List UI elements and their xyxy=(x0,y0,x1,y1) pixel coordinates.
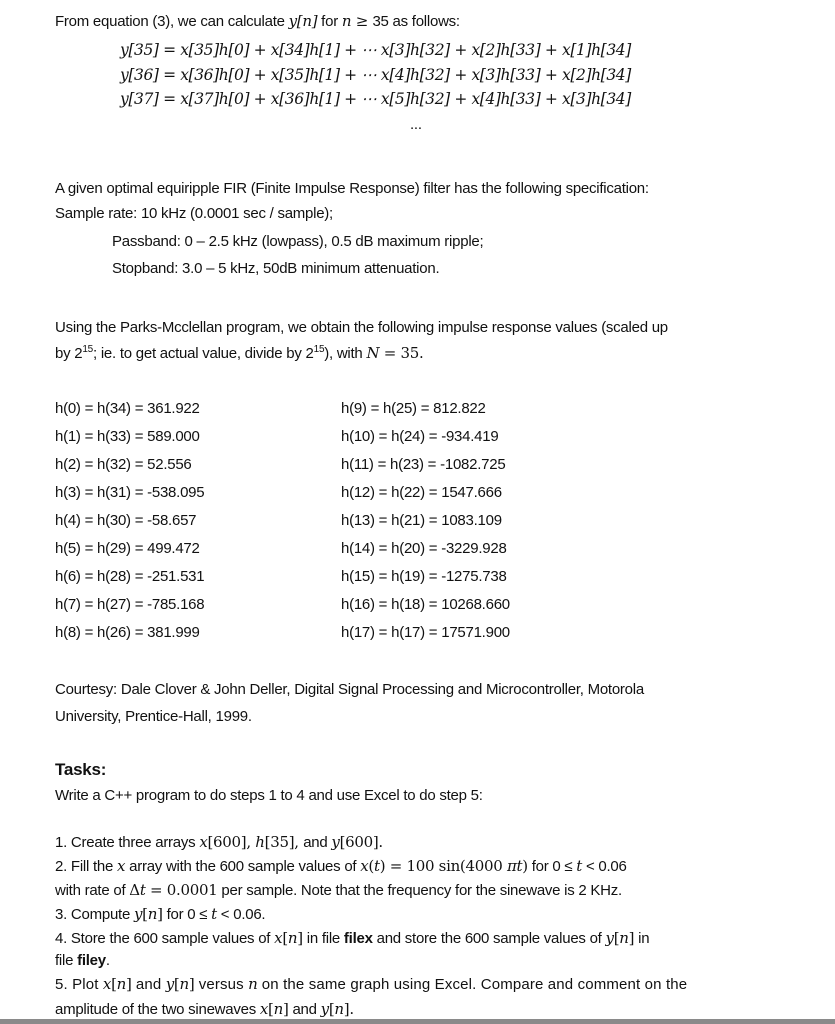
task-text: < 0.06 xyxy=(582,858,627,875)
coefficient-row: h(12) = h(22) = 1547.666 xyxy=(341,484,502,501)
coefficient-row: h(8) = h(26) = 381.999 xyxy=(55,624,200,641)
task-math: y xyxy=(165,975,174,993)
parks-line2 xyxy=(55,344,423,362)
task-math: x xyxy=(259,1000,269,1018)
task-math: y xyxy=(331,833,340,851)
task-math: [600]. xyxy=(339,833,383,851)
task-math: h xyxy=(255,833,265,851)
equation-y36: y[36] = x[36]h[0] + x[35]h[1] + ⋯ x[4]h[32] + x[3]h[33] + x[2]h[34] xyxy=(120,66,631,84)
parks-text: by 2 xyxy=(55,345,83,362)
task-text: on the same graph using Excel. Compare and comment on the xyxy=(257,976,688,993)
coefficient-row: h(10) = h(24) = -934.419 xyxy=(341,428,499,445)
equation-y35: y[35] = x[35]h[0] + x[34]h[1] + ⋯ x[3]h[32] + x[2]h[33] + x[1]h[34] xyxy=(120,41,631,59)
coefficient-row: h(2) = h(32) = 52.556 xyxy=(55,456,192,473)
task-text: < 0.06. xyxy=(216,906,266,923)
parks-text: = 35. xyxy=(379,344,424,362)
task-math: t xyxy=(576,857,583,875)
task-text: and xyxy=(303,834,332,851)
equation-ellipsis: ... xyxy=(410,116,422,133)
task-math: ] xyxy=(282,1000,289,1018)
task-text: array with the 600 sample values of xyxy=(125,858,361,875)
task-math: ] xyxy=(157,905,163,923)
task-math: n xyxy=(248,975,258,993)
courtesy-line1: Courtesy: Dale Clover & John Deller, Digital Signal Processing and Microcontroller, Motorola xyxy=(55,681,644,698)
task-text: amplitude of the two sinewaves xyxy=(55,1001,260,1018)
task-math: ] xyxy=(628,929,635,947)
parks-exponent: 15 xyxy=(82,344,93,355)
task-text: 3. Compute xyxy=(55,906,134,923)
task-text: 4. Store the 600 sample values of xyxy=(55,930,275,947)
parks-text: ), with xyxy=(324,345,367,362)
task-math: [ xyxy=(268,1000,274,1018)
intro-line xyxy=(55,12,460,30)
task-math: y xyxy=(133,905,143,923)
task-text: . xyxy=(105,952,110,969)
task-text: versus xyxy=(194,976,249,993)
courtesy-line2: University, Prentice-Hall, 1999. xyxy=(55,708,252,725)
task-math: n xyxy=(179,975,189,993)
task-math: [ xyxy=(328,1000,335,1018)
parks-line1: Using the Parks-Mcclellan program, we obtain the following impulse response values (scaled up xyxy=(55,319,668,336)
task-math: x xyxy=(360,857,369,875)
task-text: for 0 ≤ xyxy=(162,906,212,923)
task-text: in xyxy=(634,930,650,947)
task-math: n xyxy=(147,905,158,923)
spec-sample-rate: Sample rate: 10 kHz (0.0001 sec / sample); xyxy=(55,205,333,222)
task-math: ]. xyxy=(343,1000,354,1018)
intro-math: y[n] xyxy=(288,12,318,30)
coefficient-row: h(9) = h(25) = 812.822 xyxy=(341,400,486,417)
task-math: n xyxy=(273,1000,283,1018)
coefficient-row: h(11) = h(23) = -1082.725 xyxy=(341,456,506,473)
task-item xyxy=(55,881,622,899)
task-text: 5. Plot xyxy=(55,976,103,993)
task-math: ) xyxy=(522,857,528,875)
coefficient-row: h(6) = h(28) = -251.531 xyxy=(55,568,205,585)
task-item xyxy=(55,975,687,993)
spec-stopband: Stopband: 3.0 – 5 kHz, 50dB minimum attenuation. xyxy=(112,260,440,277)
intro-math: n ≥ xyxy=(341,12,373,30)
page-bottom-edge xyxy=(0,1019,835,1024)
task-item xyxy=(55,857,627,875)
task-text: 1. Create three arrays xyxy=(55,834,200,851)
task-math: n xyxy=(287,929,298,947)
task-math: ( xyxy=(368,857,374,875)
tasks-heading: Tasks: xyxy=(55,760,107,779)
task-math: [600], xyxy=(207,833,256,851)
intro-text: From equation (3), we can calculate xyxy=(55,13,289,30)
task-text: and xyxy=(288,1001,321,1018)
coefficient-row: h(16) = h(18) = 10268.660 xyxy=(341,596,510,613)
task-math: [ xyxy=(173,975,180,993)
task-math: [ xyxy=(142,905,148,923)
spec-line: A given optimal equiripple FIR (Finite Impulse Response) filter has the following specification: xyxy=(55,180,649,197)
task-math: ) = 100 sin(4000 xyxy=(379,857,507,875)
parks-text: ; ie. to get actual value, divide by 2 xyxy=(92,345,314,362)
coefficient-row: h(3) = h(31) = -538.095 xyxy=(55,484,205,501)
intro-text: for xyxy=(317,13,342,30)
task-math: ] xyxy=(126,975,132,993)
coefficient-row: h(5) = h(29) = 499.472 xyxy=(55,540,200,557)
task-item xyxy=(55,929,649,947)
coefficient-row: h(14) = h(20) = -3229.928 xyxy=(341,540,507,557)
equation-y37: y[37] = x[37]h[0] + x[36]h[1] + ⋯ x[5]h[32] + x[4]h[33] + x[3]h[34] xyxy=(120,90,631,108)
task-text: and xyxy=(131,976,166,993)
task-text: and store the 600 sample values of xyxy=(372,930,606,947)
task-filename: filey xyxy=(77,952,106,969)
task-math: ] xyxy=(297,929,303,947)
parks-exponent: 15 xyxy=(313,344,325,355)
coefficient-row: h(7) = h(27) = -785.168 xyxy=(55,596,205,613)
task-math: [ xyxy=(613,929,620,947)
task-text: file xyxy=(55,952,78,969)
task-item xyxy=(55,905,265,923)
task-item xyxy=(55,1000,354,1018)
task-math: = 0.0001 xyxy=(145,881,218,899)
task-math: y xyxy=(320,1000,329,1018)
task-math: t xyxy=(373,857,380,875)
intro-text: 35 as follows: xyxy=(372,13,460,30)
task-item xyxy=(55,952,110,969)
coefficient-row: h(1) = h(33) = 589.000 xyxy=(55,428,200,445)
task-math: [35], xyxy=(264,833,304,851)
coefficient-row: h(4) = h(30) = -58.657 xyxy=(55,512,197,529)
tasks-intro: Write a C++ program to do steps 1 to 4 and use Excel to do step 5: xyxy=(55,787,483,804)
spec-passband: Passband: 0 – 2.5 kHz (lowpass), 0.5 dB maximum ripple; xyxy=(112,233,484,250)
task-filename: filex xyxy=(343,930,373,947)
task-math: ] xyxy=(188,975,195,993)
task-math: x xyxy=(199,833,208,851)
task-math: n xyxy=(334,1000,344,1018)
task-math: Δ xyxy=(129,881,140,899)
task-math: x xyxy=(117,857,126,875)
coefficient-row: h(15) = h(19) = -1275.738 xyxy=(341,568,507,585)
task-math: πt xyxy=(506,857,523,875)
parks-math: N xyxy=(366,344,380,362)
task-text: with rate of xyxy=(55,882,130,899)
task-text: in file xyxy=(302,930,344,947)
task-text: for 0 ≤ xyxy=(527,858,577,875)
task-math: x xyxy=(274,929,283,947)
task-math: [ xyxy=(282,929,288,947)
task-math: y xyxy=(605,929,614,947)
task-text: 2. Fill the xyxy=(55,858,118,875)
task-math: n xyxy=(619,929,629,947)
task-item xyxy=(55,833,383,851)
task-math: n xyxy=(116,975,127,993)
coefficient-row: h(0) = h(34) = 361.922 xyxy=(55,400,200,417)
task-math: t xyxy=(139,881,146,899)
task-math: t xyxy=(211,905,217,923)
coefficient-row: h(13) = h(21) = 1083.109 xyxy=(341,512,502,529)
task-math: x xyxy=(102,975,112,993)
task-text: per sample. Note that the frequency for the sinewave is 2 KHz. xyxy=(217,882,622,899)
coefficient-row: h(17) = h(17) = 17571.900 xyxy=(341,624,510,641)
task-math: [ xyxy=(111,975,117,993)
